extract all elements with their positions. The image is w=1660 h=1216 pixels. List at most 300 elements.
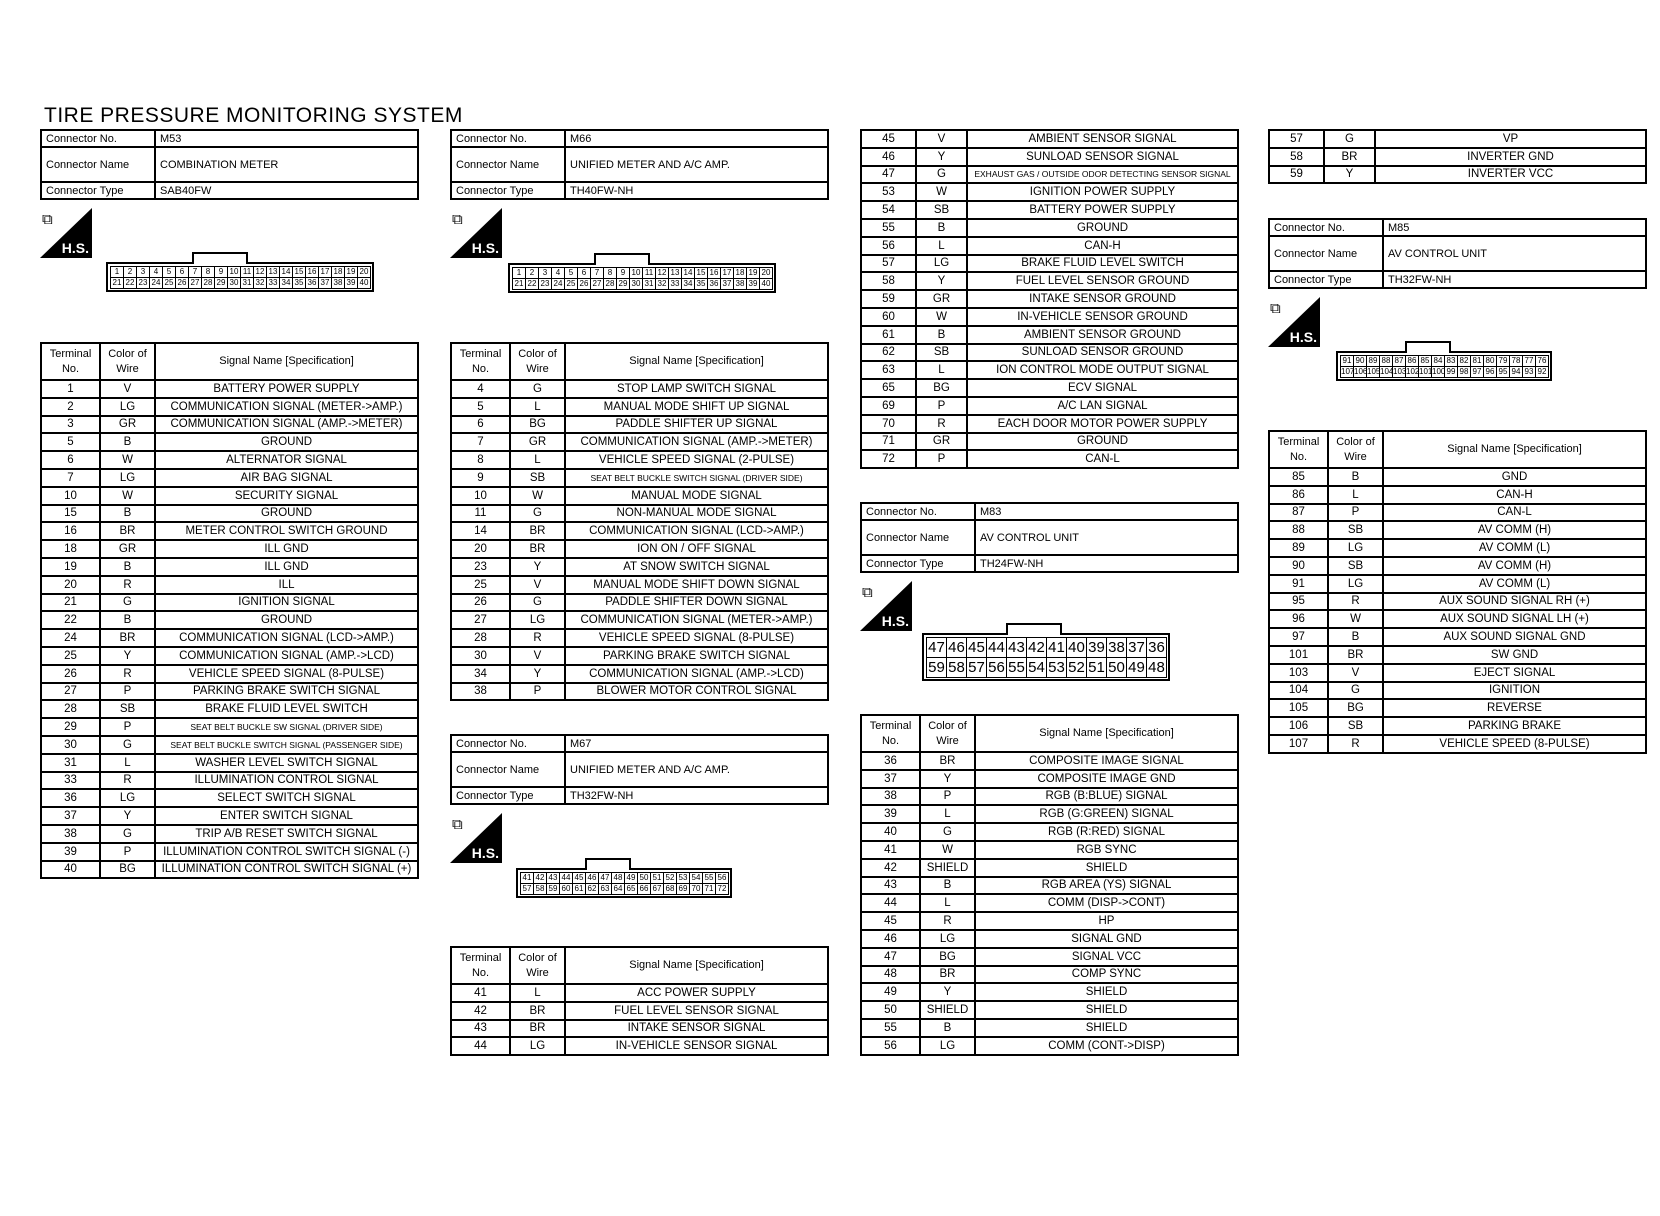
table-row	[41, 433, 418, 451]
table-row	[451, 629, 828, 647]
wire-color: V	[916, 130, 967, 148]
table-row	[861, 1037, 1238, 1055]
connector-no-label: Connector No.	[41, 130, 155, 147]
pin-cell: 10	[629, 267, 643, 279]
signal-name: AT SNOW SWITCH SIGNAL	[565, 558, 828, 576]
terminal-no: 55	[861, 219, 916, 237]
signal-name: PARKING BRAKE SWITCH SIGNAL	[155, 683, 418, 701]
pin-cell: 30	[227, 277, 241, 289]
pin-cell: 19	[746, 267, 760, 279]
pin-cell: 4	[149, 266, 163, 278]
pin-cell: 22	[123, 277, 137, 289]
terminal-no: 30	[451, 647, 510, 665]
table-row	[861, 361, 1238, 379]
pin-cell: 2	[525, 267, 539, 279]
terminal-no: 34	[451, 665, 510, 683]
pin-row	[1340, 366, 1548, 377]
pin-row	[512, 278, 772, 289]
terminal-no: 97	[1269, 628, 1328, 646]
table-row	[41, 416, 418, 434]
table-row	[861, 201, 1238, 219]
wire-color: V	[510, 647, 565, 665]
pin-cell: 13	[668, 267, 682, 279]
wire-color: R	[510, 629, 565, 647]
pin-cell: 53	[1046, 657, 1067, 678]
connector-header	[450, 129, 829, 200]
terminal-no: 36	[41, 789, 100, 807]
signal-name: SHIELD	[975, 1019, 1238, 1037]
wire-color: B	[916, 219, 967, 237]
table-row	[451, 558, 828, 576]
terminal-no: 10	[41, 487, 100, 505]
table-row	[41, 825, 418, 843]
signal-name: INTAKE SENSOR GROUND	[967, 290, 1238, 308]
pin-cell: 38	[733, 278, 747, 290]
signal-name: MANUAL MODE SHIFT DOWN SIGNAL	[565, 576, 828, 594]
wire-color: L	[920, 894, 975, 912]
signal-name: VEHICLE SPEED (8-PULSE)	[1383, 735, 1646, 753]
terminal-no: 49	[861, 983, 920, 1001]
pin-cell: 14	[279, 266, 293, 278]
wire-color: R	[1328, 735, 1383, 753]
wire-color: SB	[1328, 521, 1383, 539]
terminal-no: 30	[41, 736, 100, 754]
connector-no-value: M66	[565, 130, 828, 147]
table-row	[861, 877, 1238, 895]
table-row	[1269, 610, 1646, 628]
connector-name-label: Connector Name	[41, 147, 155, 182]
pin-cell: 87	[1392, 355, 1406, 367]
pin-cell: 96	[1483, 366, 1497, 378]
pin-cell: 5	[162, 266, 176, 278]
table-row	[451, 576, 828, 594]
pin-cell: 57	[520, 883, 534, 895]
pin-cell: 95	[1496, 366, 1510, 378]
pin-cell: 4	[551, 267, 565, 279]
terminal-no: 70	[861, 415, 916, 433]
pin-cell: 103	[1393, 367, 1407, 376]
wire-color: B	[916, 326, 967, 344]
terminal-no: 87	[1269, 504, 1328, 522]
terminal-no: 14	[451, 522, 510, 540]
terminal-no: 21	[41, 594, 100, 612]
wire-color: BR	[920, 752, 975, 770]
pin-cell: 32	[655, 278, 669, 290]
terminal-no: 38	[41, 825, 100, 843]
pin-cell: 32	[253, 277, 267, 289]
signal-name: COMM (CONT->DISP)	[975, 1037, 1238, 1055]
table-row	[41, 700, 418, 718]
wire-color: P	[510, 683, 565, 701]
table-row	[41, 505, 418, 523]
signal-name: SHIELD	[975, 983, 1238, 1001]
terminal-no: 71	[861, 433, 916, 451]
pin-cell: 86	[1405, 355, 1419, 367]
table-row	[1269, 628, 1646, 646]
terminal-no: 55	[861, 1019, 920, 1037]
column-header: Terminal No.	[41, 343, 100, 380]
pin-cell: 28	[201, 277, 215, 289]
wire-color: SB	[1328, 557, 1383, 575]
pin-cell: 98	[1457, 366, 1471, 378]
terminal-no: 5	[451, 398, 510, 416]
pin-cell: 33	[668, 278, 682, 290]
pin-table-m67-continued	[860, 129, 1239, 469]
wire-color: P	[100, 843, 155, 861]
table-row	[861, 379, 1238, 397]
terminal-no: 20	[451, 540, 510, 558]
signal-name: ECV SIGNAL	[967, 379, 1238, 397]
terminal-no: 47	[861, 166, 916, 184]
table-row	[861, 255, 1238, 273]
signal-name: STOP LAMP SWITCH SIGNAL	[565, 380, 828, 398]
pin-cell: 29	[214, 277, 228, 289]
terminal-no: 48	[861, 966, 920, 984]
wire-color: R	[916, 415, 967, 433]
wire-color: L	[916, 237, 967, 255]
pin-cell: 107	[1341, 367, 1355, 376]
signal-name: COMMUNICATION SIGNAL (AMP.->METER)	[155, 416, 418, 434]
table-row	[41, 451, 418, 469]
pin-cell: 49	[624, 872, 638, 884]
signal-name: RGB AREA (YS) SIGNAL	[975, 877, 1238, 895]
wire-color: Y	[100, 807, 155, 825]
pin-cell: 15	[694, 267, 708, 279]
table-row	[1269, 575, 1646, 593]
terminal-no: 25	[41, 647, 100, 665]
terminal-no: 59	[861, 290, 916, 308]
signal-name: PARKING BRAKE	[1383, 717, 1646, 735]
wire-color: L	[916, 361, 967, 379]
table-row	[861, 344, 1238, 362]
connector-face-m53	[106, 262, 374, 292]
pin-cell: 37	[720, 278, 734, 290]
terminal-no: 62	[861, 344, 916, 362]
pin-cell: 84	[1431, 355, 1445, 367]
wire-color: B	[100, 611, 155, 629]
pin-cell: 36	[707, 278, 721, 290]
signal-name: IN-VEHICLE SENSOR SIGNAL	[565, 1037, 828, 1055]
terminal-no: 57	[1269, 130, 1324, 148]
signal-name: COMMUNICATION SIGNAL (LCD->AMP.)	[565, 522, 828, 540]
table-row	[861, 823, 1238, 841]
wire-color: B	[100, 558, 155, 576]
terminal-no: 22	[41, 611, 100, 629]
pin-cell: 57	[966, 657, 987, 678]
wire-color: Y	[920, 770, 975, 788]
table-row	[861, 983, 1238, 1001]
table-row	[41, 576, 418, 594]
signal-name: COMMUNICATION SIGNAL (METER->AMP.)	[155, 398, 418, 416]
pin-cell: 27	[188, 277, 202, 289]
signal-name: COMPOSITE IMAGE SIGNAL	[975, 752, 1238, 770]
wire-color: LG	[100, 398, 155, 416]
wire-color: G	[510, 594, 565, 612]
terminal-no: 40	[41, 861, 100, 879]
table-row	[41, 772, 418, 790]
signal-name: GROUND	[155, 505, 418, 523]
connector-m83	[860, 502, 1239, 1052]
connector-name-value: UNIFIED METER AND A/C AMP.	[565, 752, 828, 787]
pin-cell: 38	[1106, 637, 1127, 658]
terminal-no: 65	[861, 379, 916, 397]
pin-cell: 106	[1354, 367, 1368, 376]
wire-color: B	[100, 433, 155, 451]
table-row	[861, 130, 1238, 148]
pin-row	[926, 637, 1166, 657]
table-row	[1269, 557, 1646, 575]
signal-name: COMMUNICATION SIGNAL (AMP.->METER)	[565, 433, 828, 451]
table-row	[1269, 699, 1646, 717]
pin-cell: 34	[279, 277, 293, 289]
connector-no-value: M67	[565, 735, 828, 752]
table-row	[1269, 468, 1646, 486]
signal-name: EXHAUST GAS / OUTSIDE ODOR DETECTING SENSOR SIGNAL	[967, 166, 1238, 184]
table-row	[41, 843, 418, 861]
pin-cell: 26	[175, 277, 189, 289]
connector-no-value: M53	[155, 130, 418, 147]
pin-cell: 11	[642, 267, 656, 279]
signal-name: SEAT BELT BUCKLE SWITCH SIGNAL (DRIVER SIDE)	[565, 469, 828, 487]
signal-name: ILL GND	[155, 540, 418, 558]
terminal-no: 28	[41, 700, 100, 718]
connector-no-value: M83	[975, 503, 1238, 520]
pin-cell: 58	[533, 883, 547, 895]
signal-name: BATTERY POWER SUPPLY	[967, 201, 1238, 219]
pin-cell: 68	[663, 883, 677, 895]
terminal-no: 43	[861, 877, 920, 895]
pin-cell: 19	[344, 266, 358, 278]
terminal-no: 24	[41, 629, 100, 647]
terminal-no: 57	[861, 255, 916, 273]
terminal-no: 85	[1269, 468, 1328, 486]
column-header: Color of Wire	[100, 343, 155, 380]
pin-cell: 100	[1432, 367, 1446, 376]
wire-color: B	[100, 505, 155, 523]
pin-cell: 89	[1366, 355, 1380, 367]
terminal-no: 6	[451, 416, 510, 434]
pin-cell: 26	[577, 278, 591, 290]
signal-name: GND	[1383, 468, 1646, 486]
column-header: Terminal No.	[451, 343, 510, 380]
connector-m67	[450, 734, 829, 1053]
signal-name: GROUND	[155, 433, 418, 451]
signal-name: A/C LAN SIGNAL	[967, 397, 1238, 415]
pin-cell: 39	[344, 277, 358, 289]
signal-name: RGB (B:BLUE) SIGNAL	[975, 788, 1238, 806]
signal-name: AMBIENT SENSOR GROUND	[967, 326, 1238, 344]
terminal-no: 43	[451, 1020, 510, 1038]
pin-cell: 23	[538, 278, 552, 290]
connector-m53	[40, 129, 419, 876]
wire-color: SB	[916, 201, 967, 219]
signal-name: COMP SYNC	[975, 966, 1238, 984]
connector-no-value: M85	[1383, 219, 1646, 236]
terminal-no: 86	[1269, 486, 1328, 504]
column-header: Signal Name [Specification]	[565, 947, 828, 984]
table-row	[1269, 646, 1646, 664]
pin-cell: 31	[642, 278, 656, 290]
pin-cell: 60	[559, 883, 573, 895]
pin-cell: 8	[201, 266, 215, 278]
signal-name: NON-MANUAL MODE SIGNAL	[565, 505, 828, 523]
connector-face-m85	[1336, 351, 1552, 381]
column-header: Terminal No.	[861, 715, 920, 752]
pin-cell: 69	[676, 883, 690, 895]
table-row	[861, 148, 1238, 166]
table-row	[451, 522, 828, 540]
wire-color: BR	[100, 522, 155, 540]
pin-table-m67	[450, 946, 829, 1056]
pin-cell: 51	[1086, 657, 1107, 678]
table-row	[861, 805, 1238, 823]
connector-type-label: Connector Type	[451, 787, 565, 804]
signal-name: IGNITION POWER SUPPLY	[967, 183, 1238, 201]
wire-color: LG	[916, 255, 967, 273]
table-row	[861, 1001, 1238, 1019]
wire-color: W	[100, 451, 155, 469]
table-row	[861, 272, 1238, 290]
pin-table-m83-continued	[1268, 129, 1647, 184]
pin-cell: 7	[590, 267, 604, 279]
signal-name: CAN-H	[967, 237, 1238, 255]
terminal-no: 61	[861, 326, 916, 344]
terminal-no: 42	[451, 1002, 510, 1020]
connector-latch	[1405, 341, 1451, 353]
table-row	[451, 469, 828, 487]
terminal-no: 53	[861, 183, 916, 201]
terminal-no: 20	[41, 576, 100, 594]
table-row	[1269, 521, 1646, 539]
signal-name: VEHICLE SPEED SIGNAL (2-PULSE)	[565, 451, 828, 469]
pin-cell: 34	[681, 278, 695, 290]
signal-name: ENTER SWITCH SIGNAL	[155, 807, 418, 825]
terminal-no: 96	[1269, 610, 1328, 628]
column-header: Signal Name [Specification]	[155, 343, 418, 380]
terminal-no: 10	[451, 487, 510, 505]
terminal-no: 36	[861, 752, 920, 770]
table-row	[861, 450, 1238, 468]
signal-name: COMPOSITE IMAGE GND	[975, 770, 1238, 788]
wire-color: G	[920, 823, 975, 841]
wire-color: B	[1328, 628, 1383, 646]
pin-cell: 8	[603, 267, 617, 279]
signal-name: HP	[975, 912, 1238, 930]
table-row	[861, 894, 1238, 912]
connector-name-label: Connector Name	[1269, 236, 1383, 271]
wire-color: Y	[920, 983, 975, 1001]
signal-name: AMBIENT SENSOR SIGNAL	[967, 130, 1238, 148]
signal-name: SIGNAL GND	[975, 930, 1238, 948]
table-row	[861, 219, 1238, 237]
connector-type-label: Connector Type	[861, 555, 975, 572]
wire-color: R	[100, 665, 155, 683]
column-header: Signal Name [Specification]	[1383, 431, 1646, 468]
wire-color: BR	[510, 1020, 565, 1038]
signal-name: EJECT SIGNAL	[1383, 664, 1646, 682]
pin-cell: 64	[611, 883, 625, 895]
table-row	[451, 594, 828, 612]
pin-cell: 59	[546, 883, 560, 895]
signal-name: PADDLE SHIFTER DOWN SIGNAL	[565, 594, 828, 612]
pin-cell: 94	[1509, 366, 1523, 378]
pin-cell: 99	[1444, 366, 1458, 378]
pin-cell: 66	[637, 883, 651, 895]
table-row	[451, 451, 828, 469]
terminal-no: 103	[1269, 664, 1328, 682]
pin-cell: 97	[1470, 366, 1484, 378]
signal-name: IGNITION SIGNAL	[155, 594, 418, 612]
terminal-no: 104	[1269, 682, 1328, 700]
wire-color: W	[100, 487, 155, 505]
pin-cell: 21	[512, 278, 526, 290]
page-title: TIRE PRESSURE MONITORING SYSTEM	[44, 104, 463, 127]
wire-color: BR	[100, 629, 155, 647]
wire-color: BG	[920, 948, 975, 966]
terminal-no: 56	[861, 1037, 920, 1055]
signal-name: EACH DOOR MOTOR POWER SUPPLY	[967, 415, 1238, 433]
pin-cell: 80	[1483, 355, 1497, 367]
signal-name: VEHICLE SPEED SIGNAL (8-PULSE)	[155, 665, 418, 683]
wire-color: L	[1328, 486, 1383, 504]
pin-cell: 39	[746, 278, 760, 290]
pin-cell: 12	[253, 266, 267, 278]
table-row	[41, 683, 418, 701]
wire-color: LG	[1328, 575, 1383, 593]
table-row	[41, 665, 418, 683]
table-row	[1269, 682, 1646, 700]
table-row	[861, 326, 1238, 344]
wire-color: GR	[100, 540, 155, 558]
pin-cell: 44	[986, 637, 1007, 658]
wire-color: GR	[916, 290, 967, 308]
signal-name: SW GND	[1383, 646, 1646, 664]
table-row	[41, 611, 418, 629]
terminal-no: 27	[41, 683, 100, 701]
connector-no-label: Connector No.	[861, 503, 975, 520]
wire-color: V	[100, 380, 155, 398]
pin-cell: 12	[655, 267, 669, 279]
terminal-no: 60	[861, 308, 916, 326]
table-row	[861, 788, 1238, 806]
pin-cell: 67	[650, 883, 664, 895]
table-row	[1269, 539, 1646, 557]
pin-cell: 47	[926, 637, 947, 658]
table-row	[451, 487, 828, 505]
pin-cell: 42	[533, 872, 547, 884]
table-row	[1269, 593, 1646, 611]
table-row	[1269, 166, 1646, 184]
connector-header	[40, 129, 419, 200]
harness-side-icon: ⧉ H.S.	[40, 208, 92, 258]
terminal-no: 27	[451, 611, 510, 629]
terminal-no: 16	[41, 522, 100, 540]
wire-color: BR	[1324, 148, 1375, 166]
wire-color: SHIELD	[920, 859, 975, 877]
terminal-no: 19	[41, 558, 100, 576]
table-row	[41, 540, 418, 558]
connector-m83-continued	[1268, 129, 1647, 184]
pin-cell: 50	[1106, 657, 1127, 678]
wire-color: G	[100, 736, 155, 754]
signal-name: FUEL LEVEL SENSOR GROUND	[967, 272, 1238, 290]
table-row	[41, 487, 418, 505]
terminal-no: 15	[41, 505, 100, 523]
wire-color: Y	[510, 665, 565, 683]
signal-name: SECURITY SIGNAL	[155, 487, 418, 505]
pin-cell: 23	[136, 277, 150, 289]
pin-cell: 56	[715, 872, 729, 884]
